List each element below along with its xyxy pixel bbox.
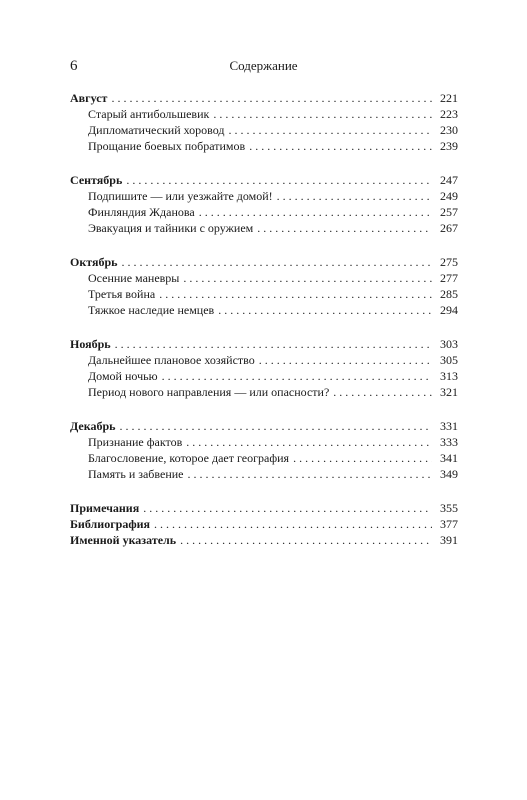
toc-chapter-entry[interactable]	[70, 254, 458, 270]
dot-leader	[277, 188, 432, 204]
toc-subentry[interactable]	[70, 220, 458, 236]
toc-entry-page: 275	[440, 255, 458, 269]
toc-entry-title: Память и забвение	[88, 467, 184, 481]
dot-leader	[213, 106, 432, 122]
dot-leader	[257, 220, 432, 236]
dot-leader	[154, 516, 432, 532]
dot-leader	[293, 450, 432, 466]
dot-leader	[259, 352, 432, 368]
toc-entry-page: 267	[440, 221, 458, 235]
toc-entry-title: Тяжкое наследие немцев	[88, 303, 215, 317]
dot-leader	[229, 122, 432, 138]
toc-entry-page: 294	[440, 303, 458, 317]
toc-chapter-entry[interactable]	[70, 90, 458, 106]
toc-entry-title: Ноябрь	[70, 337, 111, 351]
toc-entry-title: Эвакуация и тайники с оружием	[88, 221, 254, 235]
dot-leader	[333, 384, 432, 400]
toc-endmatter	[70, 500, 458, 548]
toc-subentry[interactable]	[70, 286, 458, 302]
toc-section	[70, 90, 458, 154]
toc-entry-title: Признание фактов	[88, 435, 183, 449]
toc-subentry[interactable]	[70, 384, 458, 400]
toc-entry-page: 230	[440, 123, 458, 137]
toc-entry-page: 349	[440, 467, 458, 481]
toc-entry-page: 303	[440, 337, 458, 351]
dot-leader	[199, 204, 432, 220]
running-head	[0, 58, 527, 78]
toc-entry-title: Подпишите — или уезжайте домой!	[88, 189, 273, 203]
toc-section	[70, 418, 458, 482]
toc-entry-title: Старый антибольшевик	[88, 107, 210, 121]
dot-leader	[162, 368, 432, 384]
toc-entry-title: Именной указатель	[70, 533, 177, 547]
toc-entry-title: Благословение, которое дает география	[88, 451, 290, 465]
toc-section	[70, 172, 458, 236]
toc-subentry[interactable]	[70, 466, 458, 482]
dot-leader	[122, 254, 433, 270]
toc-entry-page: 247	[440, 173, 458, 187]
toc-entry-title: Август	[70, 91, 108, 105]
dot-leader	[249, 138, 432, 154]
dot-leader	[186, 434, 432, 450]
toc-entry-page: 341	[440, 451, 458, 465]
toc-subentry[interactable]	[70, 434, 458, 450]
toc-entry-title: Прощание боевых побратимов	[88, 139, 246, 153]
toc-subentry[interactable]	[70, 302, 458, 318]
toc-entry-page: 331	[440, 419, 458, 433]
toc-entry-page: 321	[440, 385, 458, 399]
dot-leader	[126, 172, 432, 188]
toc-subentry[interactable]	[70, 188, 458, 204]
toc-entry-page: 313	[440, 369, 458, 383]
toc-entry-page: 377	[440, 517, 458, 531]
toc-entry-page: 249	[440, 189, 458, 203]
toc-subentry[interactable]	[70, 352, 458, 368]
dot-leader	[218, 302, 432, 318]
toc-entry-page: 223	[440, 107, 458, 121]
toc-entry-title: Библиография	[70, 517, 151, 531]
toc-endmatter-entry[interactable]	[70, 532, 458, 548]
dot-leader	[188, 466, 432, 482]
toc-subentry[interactable]	[70, 450, 458, 466]
toc-section	[70, 254, 458, 318]
toc-entry-page: 221	[440, 91, 458, 105]
toc-entry-page: 305	[440, 353, 458, 367]
toc-entry-page: 355	[440, 501, 458, 515]
toc-entry-page: 277	[440, 271, 458, 285]
toc-entry-title: Сентябрь	[70, 173, 123, 187]
toc-endmatter-entry[interactable]	[70, 516, 458, 532]
toc-subentry[interactable]	[70, 270, 458, 286]
toc-chapter-entry[interactable]	[70, 336, 458, 352]
toc-entry-page: 239	[440, 139, 458, 153]
toc-endmatter-entry[interactable]	[70, 500, 458, 516]
dot-leader	[183, 270, 432, 286]
toc-entry-page: 285	[440, 287, 458, 301]
toc-entry-title: Декабрь	[70, 419, 116, 433]
toc-subentry[interactable]	[70, 106, 458, 122]
toc-chapter-entry[interactable]	[70, 418, 458, 434]
page-number: 6	[70, 58, 78, 74]
toc-entry-title: Дальнейшее плановое хозяйство	[88, 353, 255, 367]
toc-entry-title: Финляндия Жданова	[88, 205, 195, 219]
toc-entry-title: Домой ночью	[88, 369, 158, 383]
toc-entry-title: Дипломатический хоровод	[88, 123, 225, 137]
toc-subentry[interactable]	[70, 204, 458, 220]
toc-entry-title: Период нового направления — или опасности?	[88, 385, 330, 399]
dot-leader	[119, 418, 432, 434]
toc-entry-title: Октябрь	[70, 255, 118, 269]
running-title: Содержание	[229, 58, 298, 73]
toc-chapter-entry[interactable]	[70, 172, 458, 188]
dot-leader	[143, 500, 432, 516]
toc-entry-page: 257	[440, 205, 458, 219]
table-of-contents	[70, 90, 458, 548]
dot-leader	[180, 532, 432, 548]
dot-leader	[115, 336, 432, 352]
toc-entry-title: Третья война	[88, 287, 156, 301]
dot-leader	[159, 286, 432, 302]
toc-entry-page: 391	[440, 533, 458, 547]
toc-subentry[interactable]	[70, 138, 458, 154]
toc-entry-title: Примечания	[70, 501, 140, 515]
toc-subentry[interactable]	[70, 122, 458, 138]
dot-leader	[111, 90, 432, 106]
toc-entry-page: 333	[440, 435, 458, 449]
toc-subentry[interactable]	[70, 368, 458, 384]
toc-entry-title: Осенние маневры	[88, 271, 180, 285]
toc-section	[70, 336, 458, 400]
